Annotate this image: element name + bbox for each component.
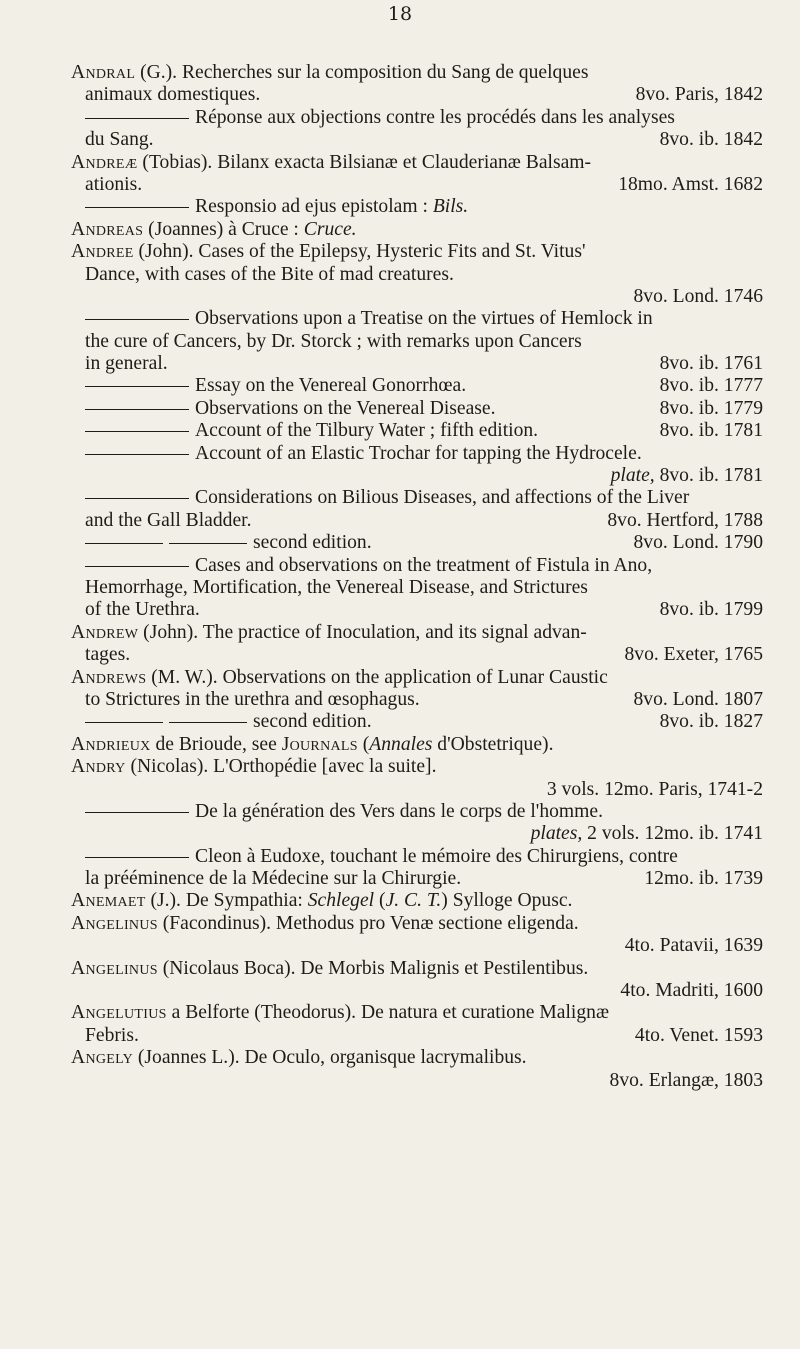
bib-entry-andreae-2 bbox=[71, 196, 763, 218]
cross-reference: Cruce. bbox=[303, 218, 357, 240]
entry-text: Febris. bbox=[85, 1024, 139, 1046]
author-name: Andrew bbox=[71, 621, 139, 643]
bib-entry-andral bbox=[71, 62, 763, 107]
entry-text: Dance, with cases of the Bite of mad creatures. bbox=[85, 263, 454, 285]
bib-entry-andry bbox=[71, 756, 763, 801]
entry-text: Andreæ (Tobias). Bilanx exacta Bilsianæ et Clauderianæ Balsam- bbox=[71, 151, 592, 173]
imprint: 8vo. Lond. 1807 bbox=[633, 688, 763, 710]
entry-text: Andry (Nicolas). L'Orthopédie [avec la suite]. bbox=[71, 756, 437, 778]
imprint: 8vo. Exeter, 1765 bbox=[624, 644, 763, 666]
entry-text: Andree (John). Cases of the Epilepsy, Hysteric Fits and St. Vitus' bbox=[71, 241, 586, 263]
author-name: Andrews bbox=[71, 666, 147, 688]
entry-text: Angely (Joannes L.). De Oculo, organisque lacrymalibus. bbox=[71, 1047, 527, 1069]
entry-text: Observations on the Venereal Disease. bbox=[195, 397, 496, 419]
bib-entry-angelutius bbox=[71, 1002, 763, 1047]
bib-entry-andree-4 bbox=[71, 398, 763, 420]
ditto-rule bbox=[85, 566, 189, 567]
entry-text: Anemaet (J.). De Sympathia: Schlegel (J. C. T.) Sylloge Opusc. bbox=[71, 890, 573, 912]
entry-text: la prééminence de la Médecine sur la Chirurgie. bbox=[85, 868, 462, 890]
bib-entry-andree-5 bbox=[71, 420, 763, 442]
cross-reference: Bils. bbox=[432, 196, 469, 218]
entry-text: du Sang. bbox=[85, 129, 154, 151]
author-name: Anemaet bbox=[71, 890, 146, 912]
bib-entry-andree-7 bbox=[71, 487, 763, 532]
bibliography-list bbox=[71, 62, 763, 1092]
ditto-rule bbox=[85, 207, 189, 208]
bib-entry-andrews bbox=[71, 667, 763, 712]
author-name: Angelinus bbox=[71, 957, 158, 979]
bib-entry-andreae bbox=[71, 152, 763, 197]
imprint: 8vo. ib. 1799 bbox=[659, 599, 763, 621]
imprint: 8vo. Erlangæ, 1803 bbox=[609, 1069, 763, 1091]
entry-text: Angelinus (Nicolaus Boca). De Morbis Malignis et Pestilentibus. bbox=[71, 957, 589, 979]
bib-entry-andree bbox=[71, 241, 763, 308]
entry-text: Angelutius a Belforte (Theodorus). De natura et curatione Malignæ bbox=[71, 1002, 610, 1024]
bib-entry-anemaet bbox=[71, 890, 763, 912]
ditto-rule bbox=[85, 543, 163, 544]
bib-entry-andral-2 bbox=[71, 107, 763, 152]
entry-text: Andrews (M. W.). Observations on the application of Lunar Caustic bbox=[71, 666, 608, 688]
imprint: 3 vols. 12mo. Paris, 1741-2 bbox=[546, 778, 763, 800]
imprint: 8vo. Paris, 1842 bbox=[635, 84, 763, 106]
entry-text: tages. bbox=[85, 644, 131, 666]
bib-entry-andree-3 bbox=[71, 375, 763, 397]
ditto-rule bbox=[169, 543, 247, 544]
ditto-rule bbox=[85, 812, 189, 813]
entry-text: Hemorrhage, Mortification, the Venereal Disease, and Strictures bbox=[85, 576, 588, 598]
bib-entry-andreas bbox=[71, 219, 763, 241]
entry-text: the cure of Cancers, by Dr. Storck ; with remarks upon Cancers bbox=[85, 330, 582, 352]
entry-text: Essay on the Venereal Gonorrhœa. bbox=[195, 375, 467, 397]
ditto-rule bbox=[85, 409, 189, 410]
entry-text: in general. bbox=[85, 353, 168, 375]
author-name: Andreas bbox=[71, 218, 144, 240]
entry-text: to Strictures in the urethra and œsophagus. bbox=[85, 688, 420, 710]
imprint: 8vo. Lond. 1746 bbox=[633, 285, 763, 307]
imprint: 8vo. Lond. 1790 bbox=[633, 532, 763, 554]
entry-text: Cleon à Eudoxe, touchant le mémoire des Chirurgiens, contre bbox=[195, 845, 678, 867]
entry-text: Andral (G.). Recherches sur la composition du Sang de quelques bbox=[71, 62, 589, 83]
imprint: 8vo. ib. 1827 bbox=[659, 711, 763, 733]
author-name: Andral bbox=[71, 62, 136, 83]
ditto-rule bbox=[85, 118, 189, 119]
entry-text: Andrieux de Brioude, see Journals (Annales d'Obstetrique). bbox=[71, 733, 554, 755]
bib-entry-andrieux bbox=[71, 734, 763, 756]
imprint: 8vo. ib. 1777 bbox=[659, 375, 763, 397]
page-number: 18 bbox=[387, 3, 413, 25]
entry-text: Account of an Elastic Trochar for tapping the Hydrocele. bbox=[195, 442, 642, 464]
entry-text: Andrew (John). The practice of Inoculation, and its signal advan- bbox=[71, 621, 587, 643]
entry-text: and the Gall Bladder. bbox=[85, 509, 252, 531]
ditto-rule bbox=[85, 431, 189, 432]
bib-entry-angelinus bbox=[71, 913, 763, 958]
ditto-rule bbox=[85, 319, 189, 320]
bib-entry-andree-6 bbox=[71, 443, 763, 488]
entry-text: Angelinus (Facondinus). Methodus pro Venæ sectione eligenda. bbox=[71, 912, 579, 934]
entry-text: De la génération des Vers dans le corps de l'homme. bbox=[195, 800, 603, 822]
bib-entry-andrew bbox=[71, 622, 763, 667]
ditto-rule bbox=[85, 722, 163, 723]
entry-text: Responsio ad ejus epistolam : Bils. bbox=[195, 196, 469, 218]
bib-entry-angelinus-2 bbox=[71, 958, 763, 1003]
bib-entry-andree-9 bbox=[71, 555, 763, 622]
author-name: Andreæ bbox=[71, 151, 138, 173]
author-name: Angelutius bbox=[71, 1002, 167, 1024]
bib-entry-andrews-2 bbox=[71, 711, 763, 733]
imprint: plate, 8vo. ib. 1781 bbox=[610, 465, 763, 487]
bib-entry-andree-2 bbox=[71, 308, 763, 375]
author-name: Andree bbox=[71, 241, 134, 263]
imprint: 8vo. ib. 1842 bbox=[659, 129, 763, 151]
bib-entry-angely bbox=[71, 1047, 763, 1092]
imprint: 8vo. ib. 1781 bbox=[659, 420, 763, 442]
entry-text: second edition. bbox=[253, 532, 372, 554]
imprint: 4to. Madriti, 1600 bbox=[620, 980, 763, 1002]
author-name: Angely bbox=[71, 1047, 133, 1069]
entry-text: Réponse aux objections contre les procédés dans les analyses bbox=[195, 106, 675, 128]
imprint: 8vo. Hertford, 1788 bbox=[607, 509, 763, 531]
entry-text: Andreas (Joannes) à Cruce : Cruce. bbox=[71, 218, 357, 240]
imprint: 8vo. ib. 1779 bbox=[659, 397, 763, 419]
author-name: Angelinus bbox=[71, 912, 158, 934]
imprint: 8vo. ib. 1761 bbox=[659, 353, 763, 375]
ditto-rule bbox=[85, 857, 189, 858]
imprint: 18mo. Amst. 1682 bbox=[618, 173, 763, 195]
ditto-rule bbox=[85, 386, 189, 387]
imprint: 12mo. ib. 1739 bbox=[644, 868, 763, 890]
bib-entry-andree-8 bbox=[71, 532, 763, 554]
entry-text: second edition. bbox=[253, 711, 372, 733]
entry-text: Considerations on Bilious Diseases, and affections of the Liver bbox=[195, 487, 690, 509]
entry-text: Cases and observations on the treatment of Fistula in Ano, bbox=[195, 554, 653, 576]
author-name: Andrieux bbox=[71, 733, 151, 755]
bib-entry-andry-2 bbox=[71, 801, 763, 846]
ditto-rule bbox=[169, 722, 247, 723]
entry-text: animaux domestiques. bbox=[85, 84, 261, 106]
entry-text: Account of the Tilbury Water ; fifth edition. bbox=[195, 420, 539, 442]
entry-text: ationis. bbox=[85, 173, 143, 195]
entry-text: Observations upon a Treatise on the virtues of Hemlock in bbox=[195, 308, 653, 330]
bib-entry-andry-3 bbox=[71, 846, 763, 891]
ditto-rule bbox=[85, 498, 189, 499]
cross-reference: Journals bbox=[281, 733, 358, 755]
imprint: 4to. Venet. 1593 bbox=[634, 1024, 763, 1046]
cross-reference: Schlegel bbox=[307, 890, 375, 912]
author-name: Andry bbox=[71, 756, 126, 778]
entry-text: of the Urethra. bbox=[85, 599, 200, 621]
ditto-rule bbox=[85, 454, 189, 455]
imprint: plates, 2 vols. 12mo. ib. 1741 bbox=[530, 823, 763, 845]
imprint: 4to. Patavii, 1639 bbox=[624, 935, 763, 957]
